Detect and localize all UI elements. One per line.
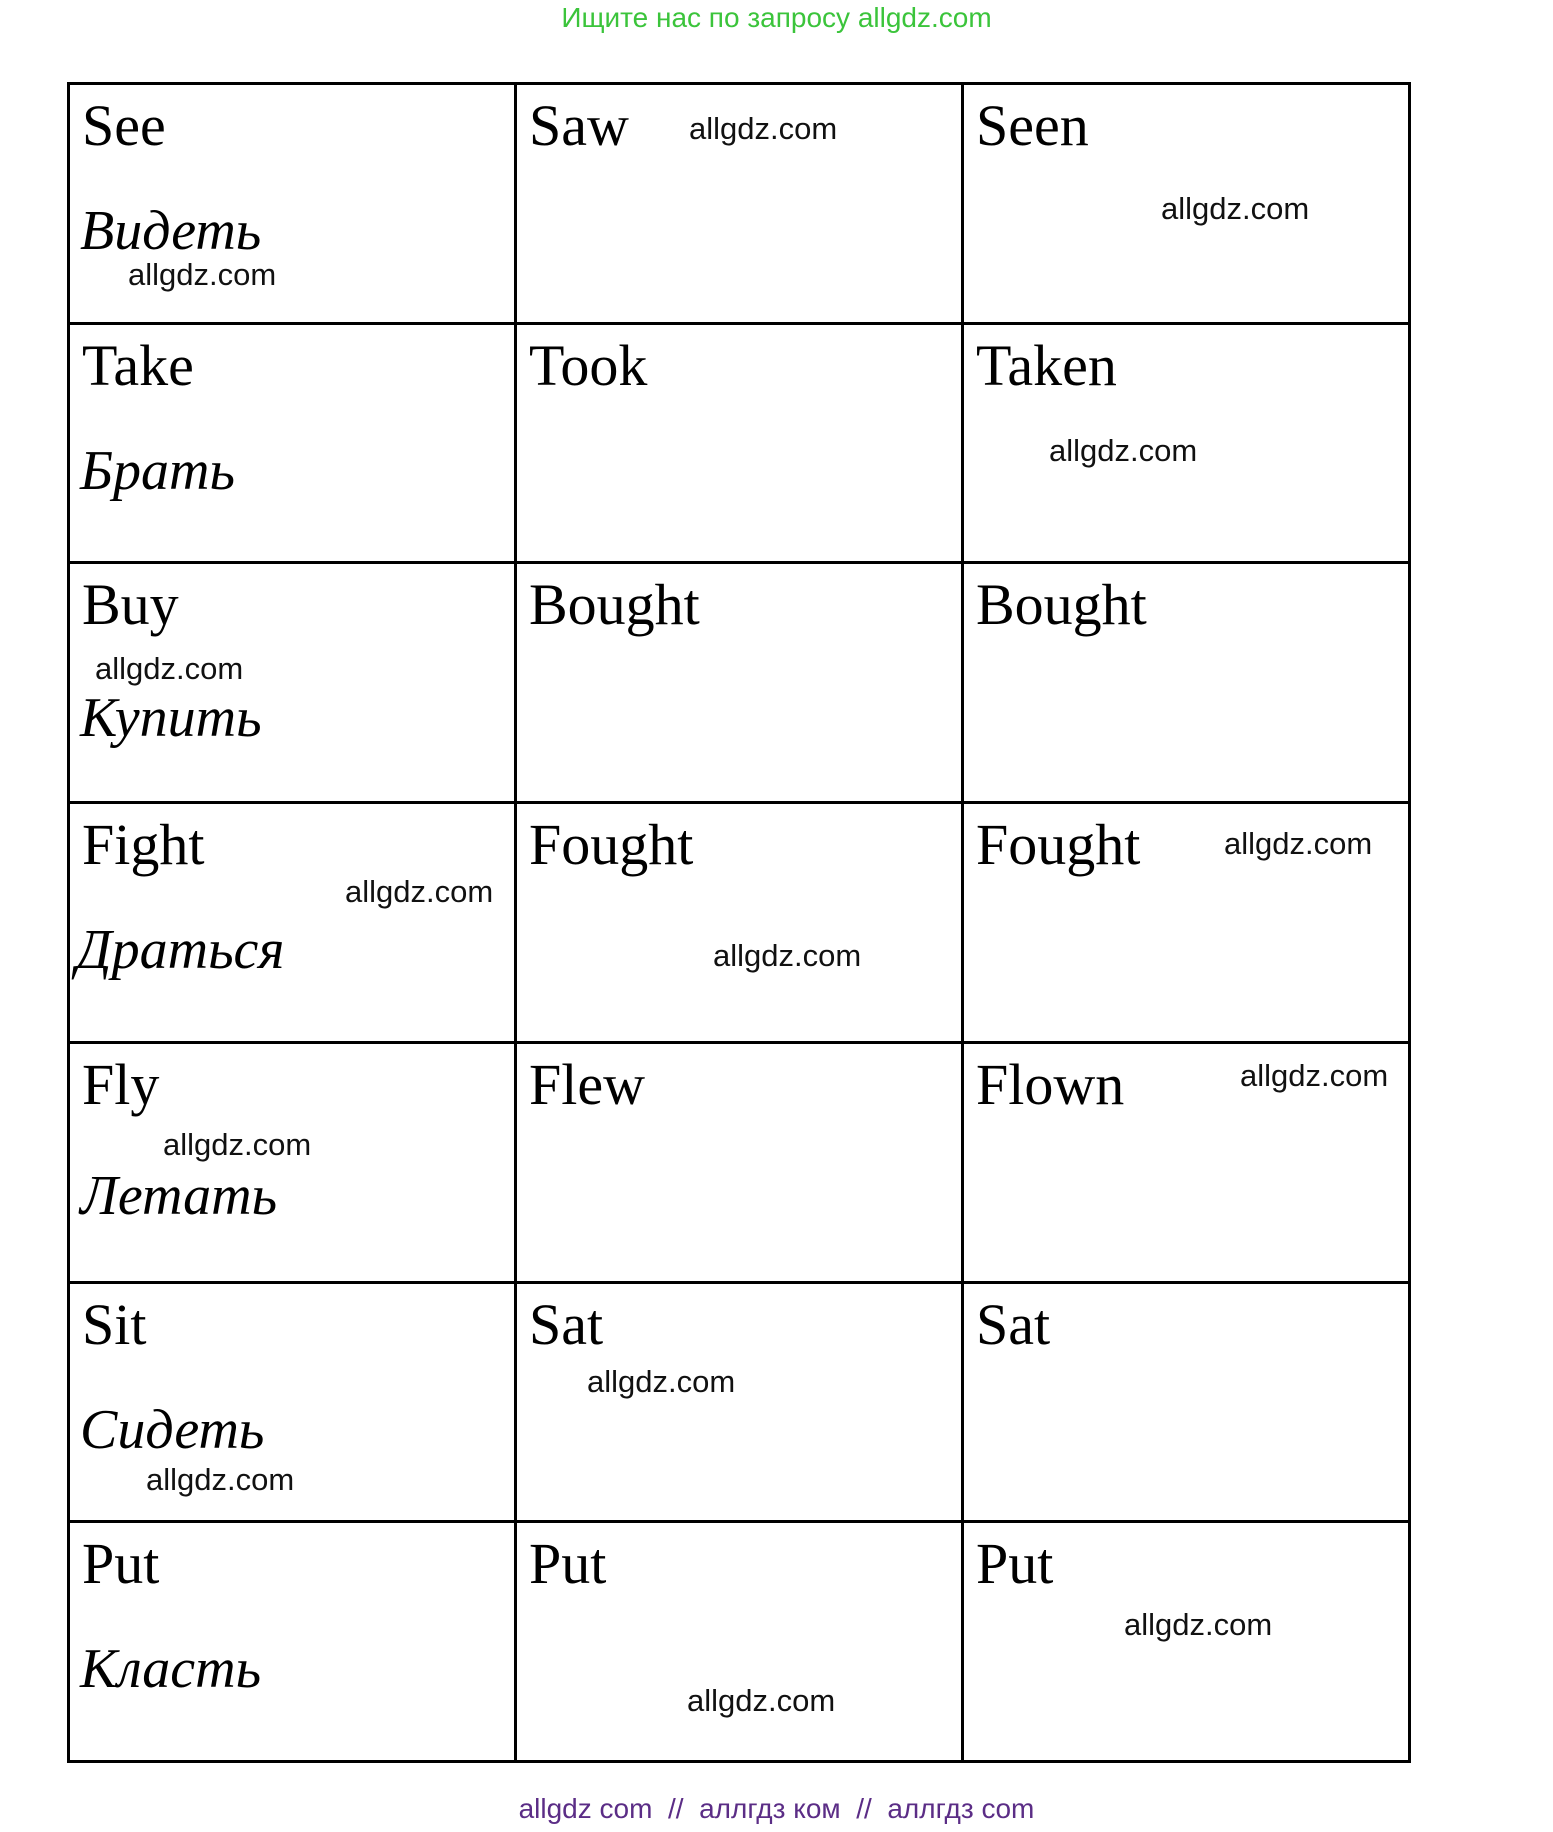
participle-form-cell (963, 84, 1410, 324)
base-form: Take (82, 332, 194, 398)
participle-form-cell (963, 1282, 1410, 1522)
participle-form-cell (963, 323, 1410, 563)
base-form-cell (69, 1042, 516, 1282)
participle-form-cell (963, 803, 1410, 1043)
participle-form: Put (976, 1531, 1054, 1597)
past-form-cell (516, 84, 963, 324)
translation: Летать (80, 1164, 278, 1227)
participle-form: Seen (976, 93, 1089, 158)
past-form-cell (516, 323, 963, 563)
footer-note: allgdz com // аллгдз ком // аллгдз com (518, 1793, 1035, 1824)
table-row (69, 323, 1410, 563)
irregular-verbs-table (67, 82, 1411, 1763)
watermark: allgdz.com (689, 111, 838, 146)
past-form: Fought (529, 812, 694, 878)
table-row (69, 1042, 1410, 1282)
participle-form-cell (963, 1042, 1410, 1282)
participle-form-cell (963, 563, 1410, 803)
base-form: Fight (82, 812, 205, 878)
past-form-cell (516, 1522, 963, 1762)
past-form-cell (516, 1042, 963, 1282)
watermark: allgdz.com (713, 938, 862, 974)
table-row (69, 1282, 1410, 1522)
base-form: Fly (82, 1051, 160, 1117)
past-form: Flew (529, 1051, 645, 1117)
base-form: Buy (82, 572, 179, 638)
participle-form: Taken (976, 332, 1117, 398)
participle-form-cell (963, 1522, 1410, 1762)
table-row (69, 84, 1410, 324)
watermark: allgdz.com (146, 1461, 295, 1497)
translation: Брать (80, 439, 235, 502)
past-form: Sat (529, 1291, 604, 1357)
watermark: allgdz.com (95, 651, 244, 687)
past-form-cell (516, 563, 963, 803)
participle-form: Fought (976, 812, 1141, 878)
base-form-cell (69, 563, 516, 803)
past-form: Bought (529, 572, 700, 638)
base-form: Put (82, 1531, 160, 1597)
past-form: Saw (529, 93, 629, 158)
watermark: allgdz.com (687, 1683, 836, 1719)
watermark: allgdz.com (1049, 432, 1198, 468)
base-form-cell (69, 84, 516, 324)
translation: Класть (80, 1638, 262, 1701)
participle-form: Flown (976, 1051, 1125, 1117)
participle-form: Sat (976, 1291, 1051, 1357)
watermark: allgdz.com (128, 257, 277, 292)
past-form: Put (529, 1531, 607, 1597)
watermark: allgdz.com (1240, 1057, 1389, 1093)
base-form-cell (69, 1522, 516, 1762)
translation: Сидеть (80, 1398, 265, 1461)
base-form: Sit (82, 1291, 147, 1357)
translation: Драться (76, 919, 285, 982)
base-form-cell (69, 323, 516, 563)
translation: Видеть (80, 200, 262, 262)
participle-form: Bought (976, 572, 1147, 638)
watermark: allgdz.com (1224, 826, 1373, 862)
watermark: allgdz.com (1161, 191, 1310, 226)
watermark: allgdz.com (345, 874, 494, 910)
watermark: allgdz.com (1124, 1607, 1273, 1643)
base-form-cell (69, 1282, 516, 1522)
base-form: See (82, 93, 166, 158)
watermark: allgdz.com (163, 1126, 312, 1162)
past-form-cell (516, 803, 963, 1043)
past-form: Took (529, 332, 648, 398)
watermark: allgdz.com (587, 1363, 736, 1399)
header-note: Ищите нас по запросу allgdz.com (561, 2, 992, 33)
base-form-cell (69, 803, 516, 1043)
table-row (69, 803, 1410, 1043)
translation: Купить (80, 687, 262, 750)
past-form-cell (516, 1282, 963, 1522)
table-row (69, 563, 1410, 803)
table-row (69, 1522, 1410, 1762)
